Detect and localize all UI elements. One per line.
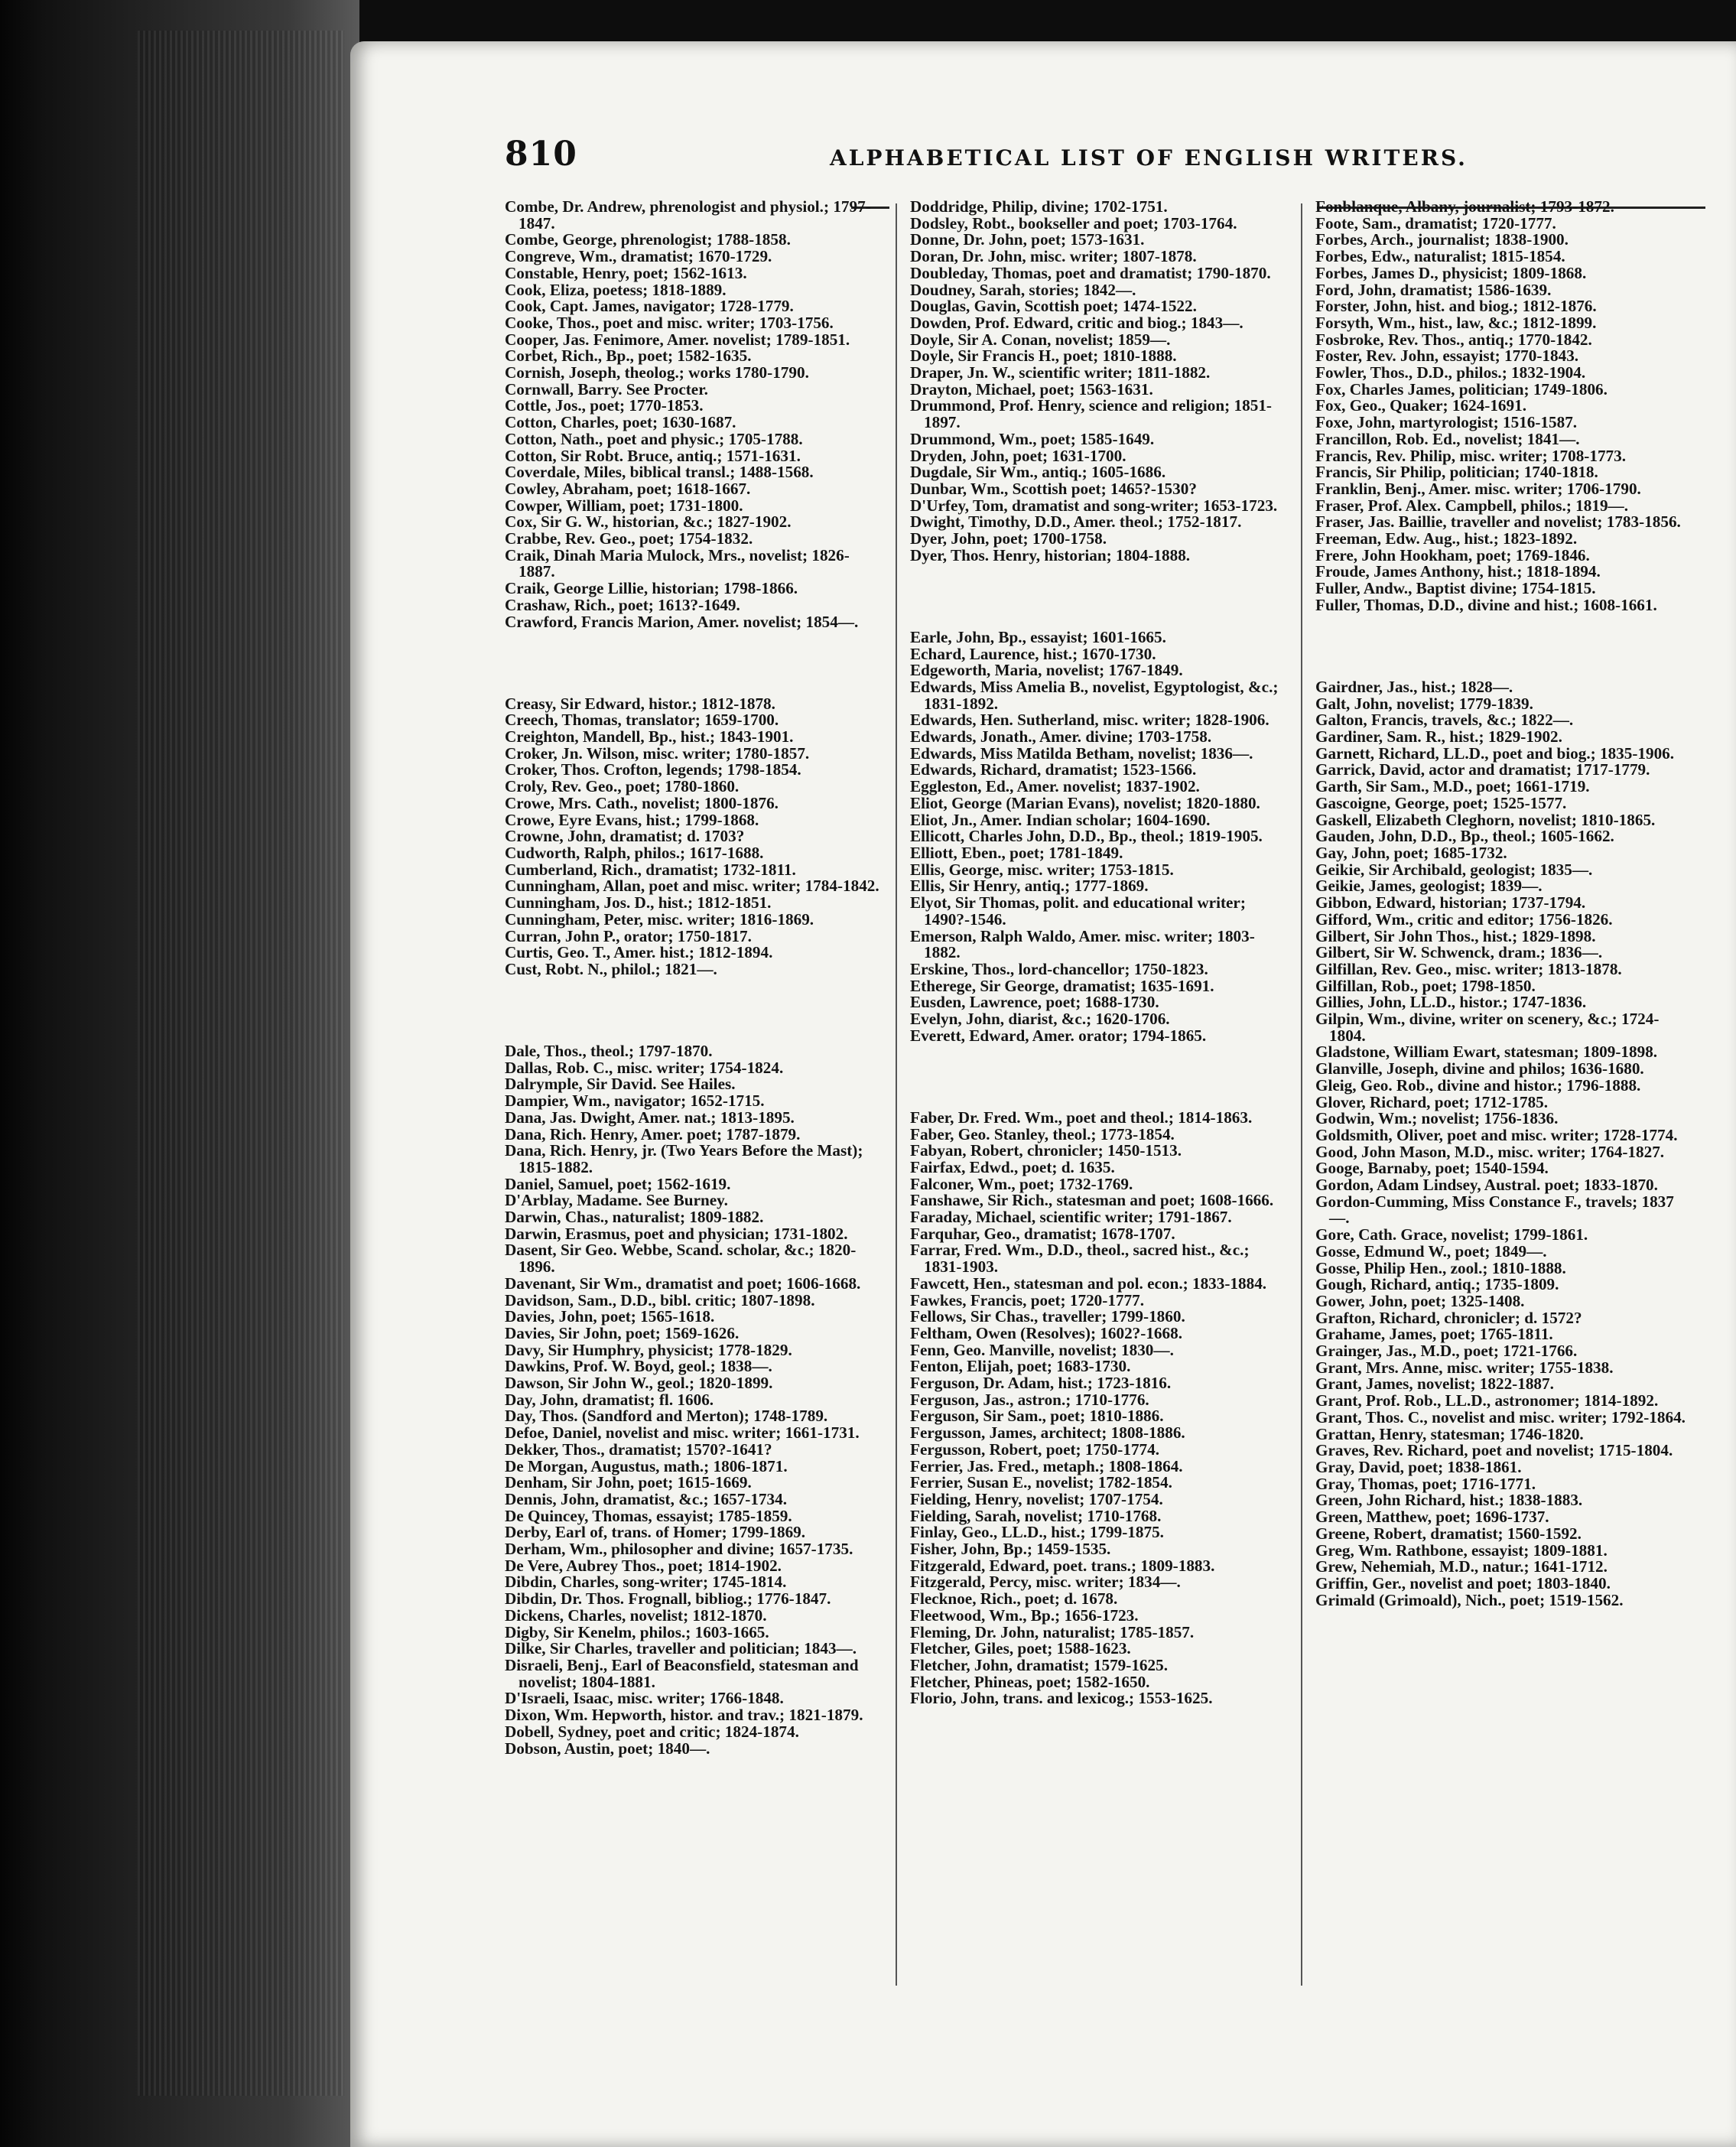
writer-entry: Green, John Richard, hist.; 1838-1883. xyxy=(1315,1491,1583,1510)
writer-entry: Fitzgerald, Percy, misc. writer; 1834—. xyxy=(910,1573,1181,1592)
writer-entry: Googe, Barnaby, poet; 1540-1594. xyxy=(1315,1159,1549,1178)
writer-entry: Drayton, Michael, poet; 1563-1631. xyxy=(910,379,1153,398)
writer-entry: Croly, Rev. Geo., poet; 1780-1860. xyxy=(505,777,740,796)
writer-entry: Geikie, James, geologist; 1839—. xyxy=(1315,877,1543,896)
writer-entry: Craik, Dinah Maria Mulock, Mrs., novelist; 1826-1887. xyxy=(505,545,850,581)
section-gap xyxy=(910,1061,1289,1094)
writer-entry: Forster, John, hist. and biog.; 1812-1876. xyxy=(1315,297,1597,316)
writer-entry: Davy, Sir Humphry, physicist; 1778-1829. xyxy=(505,1340,792,1359)
writer-entry: Fosbroke, Rev. Thos., antiq.; 1770-1842. xyxy=(1315,330,1592,349)
writer-entry: Cornwall, Barry. See Procter. xyxy=(505,379,708,398)
writer-entry: Edgeworth, Maria, novelist; 1767-1849. xyxy=(910,661,1183,680)
writer-entry: Dibdin, Charles, song-writer; 1745-1814. xyxy=(505,1573,787,1592)
writer-entry: D'Urfey, Tom, dramatist and song-writer; 1653-1723. xyxy=(910,496,1278,515)
writer-entry: Doyle, Sir A. Conan, novelist; 1859—. xyxy=(910,330,1171,349)
writer-entry: Evelyn, John, diarist, &c.; 1620-1706. xyxy=(910,1010,1170,1029)
writer-entry: Doudney, Sarah, stories; 1842—. xyxy=(910,280,1136,299)
writer-entry: Forbes, Edw., naturalist; 1815-1854. xyxy=(1315,247,1565,266)
writer-entry: Forsyth, Wm., hist., law, &c.; 1812-1899. xyxy=(1315,313,1597,332)
writer-entry: Drummond, Wm., poet; 1585-1649. xyxy=(910,429,1155,448)
running-title: ALPHABETICAL LIST OF ENGLISH WRITERS. xyxy=(830,145,1468,171)
writer-entry: Ellicott, Charles John, D.D., Bp., theol.; 1819-1905. xyxy=(910,827,1263,846)
writer-entry: Glanville, Joseph, divine and philos; 1636-1680. xyxy=(1315,1059,1644,1078)
column-divider-2 xyxy=(1301,203,1302,1986)
writer-entry: Grant, Thos. C., novelist and misc. writer; 1792-1864. xyxy=(1315,1407,1686,1426)
writer-entry: Frere, John Hookham, poet; 1769-1846. xyxy=(1315,545,1590,564)
writer-entry: Croker, Thos. Crofton, legends; 1798-1854. xyxy=(505,760,801,779)
writer-entry: Fletcher, Giles, poet; 1588-1623. xyxy=(910,1639,1131,1658)
writer-entry: D'Arblay, Madame. See Burney. xyxy=(505,1191,728,1210)
writer-entry: Gore, Cath. Grace, novelist; 1799-1861. xyxy=(1315,1225,1588,1244)
writer-entry: Dilke, Sir Charles, traveller and politician; 1843—. xyxy=(505,1639,857,1658)
writer-entry: Gilbert, Sir John Thos., hist.; 1829-1898. xyxy=(1315,926,1596,945)
writer-entry: Gough, Richard, antiq.; 1735-1809. xyxy=(1315,1275,1559,1294)
writer-entry: Ferguson, Sir Sam., poet; 1810-1886. xyxy=(910,1407,1164,1426)
writer-entry: Dwight, Timothy, D.D., Amer. theol.; 1752-1817. xyxy=(910,512,1242,532)
writer-entry: Creighton, Mandell, Bp., hist.; 1843-1901. xyxy=(505,727,794,747)
writer-entry: Dana, Rich. Henry, jr. (Two Years Before the Mast); 1815-1882. xyxy=(505,1141,863,1176)
writer-entry: Dennis, John, dramatist, &c.; 1657-1734. xyxy=(505,1489,788,1508)
writer-entry: Defoe, Daniel, novelist and misc. writer; 1661-1731. xyxy=(505,1423,860,1443)
writer-entry: Grainger, Jas., M.D., poet; 1721-1766. xyxy=(1315,1342,1578,1361)
writer-entry: Disraeli, Benj., Earl of Beaconsfield, statesman and novelist; 1804-1881. xyxy=(505,1656,859,1691)
writer-entry: Gardiner, Sam. R., hist.; 1829-1902. xyxy=(1315,727,1562,747)
writer-entry: Gosse, Edmund W., poet; 1849—. xyxy=(1315,1241,1547,1261)
column-2 xyxy=(910,199,1289,1707)
writer-entry: Greg, Wm. Rathbone, essayist; 1809-1881. xyxy=(1315,1540,1608,1560)
writer-entry: Gilpin, Wm., divine, writer on scenery, &c.; 1724-1804. xyxy=(1315,1010,1660,1045)
section-gap xyxy=(505,646,883,679)
writer-entry: Galton, Francis, travels, &c.; 1822—. xyxy=(1315,711,1574,730)
writer-entry: Gower, John, poet; 1325-1408. xyxy=(1315,1291,1525,1310)
writer-entry: Craik, George Lillie, historian; 1798-1866. xyxy=(505,579,798,598)
writer-entry: Curtis, Geo. T., Amer. hist.; 1812-1894. xyxy=(505,943,773,962)
writer-entry: Godwin, Wm.; novelist; 1756-1836. xyxy=(1315,1109,1559,1128)
writer-entry: Gauden, John, D.D., Bp., theol.; 1605-1662. xyxy=(1315,827,1614,846)
writer-entry: Drummond, Prof. Henry, science and religion; 1851-1897. xyxy=(910,396,1272,432)
writer-entry: Froude, James Anthony, hist.; 1818-1894. xyxy=(1315,562,1601,581)
writer-entry: Forbes, Arch., journalist; 1838-1900. xyxy=(1315,230,1569,249)
writer-entry: Cotton, Charles, poet; 1630-1687. xyxy=(505,413,736,432)
writer-entry: Crawford, Francis Marion, Amer. novelist; 1854—. xyxy=(505,612,859,631)
writer-entry: Gordon-Cumming, Miss Constance F., travels; 1837—. xyxy=(1315,1192,1674,1228)
writer-entry: Faraday, Michael, scientific writer; 1791-1867. xyxy=(910,1208,1232,1227)
writer-entry: Davidson, Sam., D.D., bibl. critic; 1807-1898. xyxy=(505,1290,815,1309)
writer-entry: Edwards, Hen. Sutherland, misc. writer; 1828-1906. xyxy=(910,711,1269,730)
writer-entry: Fraser, Jas. Baillie, traveller and novelist; 1783-1856. xyxy=(1315,512,1681,532)
writer-entry: Croker, Jn. Wilson, misc. writer; 1780-1857. xyxy=(505,743,810,763)
writer-entry: Gilbert, Sir W. Schwenck, dram.; 1836—. xyxy=(1315,943,1603,962)
text-columns xyxy=(505,199,1705,2065)
writer-entry: Davies, Sir John, poet; 1569-1626. xyxy=(505,1323,740,1342)
writer-entry: Francis, Sir Philip, politician; 1740-1818. xyxy=(1315,463,1598,482)
writer-entry: Graves, Rev. Richard, poet and novelist; 1715-1804. xyxy=(1315,1441,1673,1460)
writer-entry: Edwards, Miss Amelia B., novelist, Egyptologist, &c.; 1831-1892. xyxy=(910,677,1279,713)
writer-entry: Dalrymple, Sir David. See Hailes. xyxy=(505,1075,736,1094)
section-gap xyxy=(1315,630,1694,663)
writer-entry: Cooke, Thos., poet and misc. writer; 1703-1756. xyxy=(505,313,834,332)
writer-entry: Greene, Robert, dramatist; 1560-1592. xyxy=(1315,1524,1582,1543)
writer-entry: Davies, John, poet; 1565-1618. xyxy=(505,1307,715,1326)
writer-entry: Finlay, Geo., LL.D., hist.; 1799-1875. xyxy=(910,1523,1164,1542)
writer-entry: Elyot, Sir Thomas, polit. and educational writer; 1490?-1546. xyxy=(910,893,1246,929)
writer-entry: Ellis, Sir Henry, antiq.; 1777-1869. xyxy=(910,877,1149,896)
writer-entry: Dobell, Sydney, poet and critic; 1824-1874. xyxy=(505,1722,799,1741)
writer-entry: Galt, John, novelist; 1779-1839. xyxy=(1315,694,1533,713)
writer-entry: Crowne, John, dramatist; d. 1703? xyxy=(505,827,745,846)
writer-entry: Grant, Mrs. Anne, misc. writer; 1755-1838. xyxy=(1315,1358,1614,1377)
writer-entry: Fleming, Dr. John, naturalist; 1785-1857. xyxy=(910,1622,1195,1641)
writer-entry: Fleetwood, Wm., Bp.; 1656-1723. xyxy=(910,1605,1139,1625)
writer-entry: Fletcher, Phineas, poet; 1582-1650. xyxy=(910,1672,1150,1691)
writer-entry: Cook, Eliza, poetess; 1818-1889. xyxy=(505,280,727,299)
writer-entry: Dekker, Thos., dramatist; 1570?-1641? xyxy=(505,1439,772,1459)
writer-entry: Ford, John, dramatist; 1586-1639. xyxy=(1315,280,1552,299)
writer-entry: Fox, Geo., Quaker; 1624-1691. xyxy=(1315,396,1526,415)
writer-entry: Glover, Richard, poet; 1712-1785. xyxy=(1315,1092,1549,1111)
column-3 xyxy=(1315,199,1694,1609)
writer-entry: Gosse, Philip Hen., zool.; 1810-1888. xyxy=(1315,1258,1566,1277)
writer-entry: Gleig, Geo. Rob., divine and histor.; 1796-1888. xyxy=(1315,1075,1641,1095)
writer-entry: Doyle, Sir Francis H., poet; 1810-1888. xyxy=(910,346,1177,366)
writer-entry: Gladstone, William Ewart, statesman; 1809-1898. xyxy=(1315,1043,1658,1062)
writer-entry: Eliot, George (Marian Evans), novelist; 1820-1880. xyxy=(910,793,1260,812)
writer-entry: Faber, Dr. Fred. Wm., poet and theol.; 1814-1863. xyxy=(910,1108,1253,1127)
writer-entry: Crowe, Eyre Evans, hist.; 1799-1868. xyxy=(505,810,759,829)
writer-entry: Foxe, John, martyrologist; 1516-1587. xyxy=(1315,413,1578,432)
writer-entry: Emerson, Ralph Waldo, Amer. misc. writer; 1803-1882. xyxy=(910,926,1255,962)
section-gap xyxy=(910,581,1289,613)
writer-entry: Fitzgerald, Edward, poet. trans.; 1809-1883. xyxy=(910,1556,1215,1575)
writer-entry: Fanshawe, Sir Rich., statesman and poet; 1608-1666. xyxy=(910,1191,1274,1210)
writer-entry: Eliot, Jn., Amer. Indian scholar; 1604-1690. xyxy=(910,810,1211,829)
writer-entry: Dugdale, Sir Wm., antiq.; 1605-1686. xyxy=(910,463,1166,482)
writer-entry: Feltham, Owen (Resolves); 1602?-1668. xyxy=(910,1323,1183,1342)
writer-entry: Cunningham, Peter, misc. writer; 1816-1869. xyxy=(505,909,814,929)
writer-entry: Cumberland, Rich., dramatist; 1732-1811. xyxy=(505,860,796,879)
writer-entry: Doran, Dr. John, misc. writer; 1807-1878. xyxy=(910,247,1197,266)
writer-entry: Fielding, Henry, novelist; 1707-1754. xyxy=(910,1489,1163,1508)
writer-entry: Fairfax, Edwd., poet; d. 1635. xyxy=(910,1157,1115,1176)
writer-entry: Everett, Edward, Amer. orator; 1794-1865. xyxy=(910,1026,1207,1045)
writer-entry: Curran, John P., orator; 1750-1817. xyxy=(505,926,752,945)
writer-entry: Fenn, Geo. Manville, novelist; 1830—. xyxy=(910,1340,1174,1359)
writer-entry: Echard, Laurence, hist.; 1670-1730. xyxy=(910,644,1156,663)
writer-entry: Francillon, Rob. Ed., novelist; 1841—. xyxy=(1315,429,1580,448)
writer-entry: Draper, Jn. W., scientific writer; 1811-1882. xyxy=(910,363,1211,382)
writer-entry: Fellows, Sir Chas., traveller; 1799-1860. xyxy=(910,1307,1185,1326)
writer-entry: Cox, Sir G. W., historian, &c.; 1827-1902. xyxy=(505,512,792,532)
writer-entry: Davenant, Sir Wm., dramatist and poet; 1606-1668. xyxy=(505,1274,861,1293)
writer-entry: Douglas, Gavin, Scottish poet; 1474-1522. xyxy=(910,297,1197,316)
writer-entry: Fonblanque, Albany, journalist; 1793-1872. xyxy=(1315,197,1614,216)
column-divider-1 xyxy=(896,203,897,1986)
writer-entry: Gilfillan, Rev. Geo., misc. writer; 1813-1878. xyxy=(1315,959,1622,978)
writer-entry: Ferrier, Jas. Fred., metaph.; 1808-1864. xyxy=(910,1456,1183,1475)
writer-entry: De Morgan, Augustus, math.; 1806-1871. xyxy=(505,1456,788,1475)
writer-entry: Cudworth, Ralph, philos.; 1617-1688. xyxy=(505,843,764,862)
writer-entry: Gordon, Adam Lindsey, Austral. poet; 1833-1870. xyxy=(1315,1176,1658,1195)
writer-entry: Derham, Wm., philosopher and divine; 1657-1735. xyxy=(505,1540,853,1559)
writer-entry: Doubleday, Thomas, poet and dramatist; 1790-1870. xyxy=(910,263,1271,282)
writer-entry: Cust, Robt. N., philol.; 1821—. xyxy=(505,959,717,978)
writer-entry: Corbet, Rich., Bp., poet; 1582-1635. xyxy=(505,346,752,366)
writer-entry: Fawkes, Francis, poet; 1720-1777. xyxy=(910,1290,1145,1309)
page-number: 810 xyxy=(505,135,577,174)
writer-entry: Dibdin, Dr. Thos. Frognall, bibliog.; 1776-1847. xyxy=(505,1589,831,1609)
writer-entry: Garth, Sir Sam., M.D., poet; 1661-1719. xyxy=(1315,777,1590,796)
writer-entry: Fuller, Andw., Baptist divine; 1754-1815. xyxy=(1315,579,1596,598)
writer-entry: Eusden, Lawrence, poet; 1688-1730. xyxy=(910,993,1159,1012)
writer-entry: Florio, John, trans. and lexicog.; 1553-1625. xyxy=(910,1689,1213,1708)
writer-entry: Farrar, Fred. Wm., D.D., theol., sacred hist., &c.; 1831-1903. xyxy=(910,1241,1250,1277)
writer-entry: Geikie, Sir Archibald, geologist; 1835—. xyxy=(1315,860,1593,879)
page-header xyxy=(505,135,1698,188)
writer-entry: Edwards, Miss Matilda Betham, novelist; 1836—. xyxy=(910,743,1253,763)
writer-entry: Cowper, William, poet; 1731-1800. xyxy=(505,496,743,515)
writer-entry: Grew, Nehemiah, M.D., natur.; 1641-1712. xyxy=(1315,1557,1608,1576)
writer-entry: Crowe, Mrs. Cath., novelist; 1800-1876. xyxy=(505,793,779,812)
writer-entry: Cotton, Sir Robt. Bruce, antiq.; 1571-1631. xyxy=(505,446,801,465)
writer-entry: Gifford, Wm., critic and editor; 1756-1826. xyxy=(1315,909,1613,929)
writer-entry: Dana, Rich. Henry, Amer. poet; 1787-1879. xyxy=(505,1124,801,1143)
writer-entry: Creasy, Sir Edward, histor.; 1812-1878. xyxy=(505,694,775,713)
writer-entry: Foote, Sam., dramatist; 1720-1777. xyxy=(1315,213,1556,233)
writer-entry: Earle, John, Bp., essayist; 1601-1665. xyxy=(910,627,1166,646)
writer-entry: Gilfillan, Rob., poet; 1798-1850. xyxy=(1315,976,1536,995)
writer-entry: Dallas, Rob. C., misc. writer; 1754-1824. xyxy=(505,1058,784,1077)
column-1 xyxy=(505,199,883,1757)
writer-entry: Fawcett, Hen., statesman and pol. econ.; 1833-1884. xyxy=(910,1274,1267,1293)
writer-entry: Ellis, George, misc. writer; 1753-1815. xyxy=(910,860,1174,879)
writer-entry: Edwards, Jonath., Amer. divine; 1703-1758. xyxy=(910,727,1212,747)
writer-entry: Day, John, dramatist; fl. 1606. xyxy=(505,1390,714,1409)
writer-entry: Eggleston, Ed., Amer. novelist; 1837-1902. xyxy=(910,777,1200,796)
writer-entry: Gairdner, Jas., hist.; 1828—. xyxy=(1315,677,1513,696)
writer-entry: Francis, Rev. Philip, misc. writer; 1708-1773. xyxy=(1315,446,1627,465)
writer-entry: Dale, Thos., theol.; 1797-1870. xyxy=(505,1041,713,1060)
writer-entry: Crabbe, Rev. Geo., poet; 1754-1832. xyxy=(505,529,753,548)
writer-entry: De Quincey, Thomas, essayist; 1785-1859. xyxy=(505,1506,792,1525)
writer-entry: Dixon, Wm. Hepworth, histor. and trav.; 1821-1879. xyxy=(505,1706,863,1725)
writer-entry: Crashaw, Rich., poet; 1613?-1649. xyxy=(505,595,740,614)
writer-entry: Foster, Rev. John, essayist; 1770-1843. xyxy=(1315,346,1579,366)
writer-entry: Dyer, John, poet; 1700-1758. xyxy=(910,529,1107,548)
writer-entry: Cottle, Jos., poet; 1770-1853. xyxy=(505,396,704,415)
writer-entry: Griffin, Ger., novelist and poet; 1803-1840. xyxy=(1315,1573,1611,1592)
writer-entry: Farquhar, Geo., dramatist; 1678-1707. xyxy=(910,1224,1175,1243)
writer-entry: De Vere, Aubrey Thos., poet; 1814-1902. xyxy=(505,1556,782,1575)
writer-entry: Dickens, Charles, novelist; 1812-1870. xyxy=(505,1605,767,1625)
writer-entry: Gray, David, poet; 1838-1861. xyxy=(1315,1458,1522,1476)
writer-entry: Derby, Earl of, trans. of Homer; 1799-1869. xyxy=(505,1523,806,1542)
writer-entry: Gillies, John, LL.D., histor.; 1747-1836. xyxy=(1315,993,1587,1012)
writer-entry: Dawkins, Prof. W. Boyd, geol.; 1838—. xyxy=(505,1357,772,1376)
writer-entry: Grant, Prof. Rob., LL.D., astronomer; 1814-1892. xyxy=(1315,1391,1659,1410)
writer-entry: Dunbar, Wm., Scottish poet; 1465?-1530? xyxy=(910,479,1197,498)
writer-entry: Dasent, Sir Geo. Webbe, Scand. scholar, &c.; 1820-1896. xyxy=(505,1241,857,1277)
writer-entry: Cook, Capt. James, navigator; 1728-1779. xyxy=(505,297,794,316)
writer-entry: Gascoigne, George, poet; 1525-1577. xyxy=(1315,793,1567,812)
writer-entry: Constable, Henry, poet; 1562-1613. xyxy=(505,263,747,282)
writer-entry: Flecknoe, Rich., poet; d. 1678. xyxy=(910,1589,1118,1609)
writer-entry: Cunningham, Allan, poet and misc. writer; 1784-1842. xyxy=(505,877,879,896)
writer-entry: Cotton, Nath., poet and physic.; 1705-1788. xyxy=(505,429,803,448)
writer-entry: Elliott, Eben., poet; 1781-1849. xyxy=(910,843,1123,862)
writer-entry: Day, Thos. (Sandford and Merton); 1748-1789. xyxy=(505,1407,828,1426)
writer-entry: Daniel, Samuel, poet; 1562-1619. xyxy=(505,1174,731,1193)
writer-entry: Doddridge, Philip, divine; 1702-1751. xyxy=(910,197,1168,216)
writer-entry: Garnett, Richard, LL.D., poet and biog.; 1835-1906. xyxy=(1315,743,1675,763)
writer-entry: Congreve, Wm., dramatist; 1670-1729. xyxy=(505,247,772,266)
writer-entry: Garrick, David, actor and dramatist; 1717-1779. xyxy=(1315,760,1650,779)
writer-entry: Digby, Sir Kenelm, philos.; 1603-1665. xyxy=(505,1622,769,1641)
writer-entry: Dawson, Sir John W., geol.; 1820-1899. xyxy=(505,1374,773,1393)
writer-entry: Forbes, James D., physicist; 1809-1868. xyxy=(1315,263,1587,282)
writer-entry: Fowler, Thos., D.D., philos.; 1832-1904. xyxy=(1315,363,1586,382)
writer-entry: Donne, Dr. John, poet; 1573-1631. xyxy=(910,230,1145,249)
writer-entry: Freeman, Edw. Aug., hist.; 1823-1892. xyxy=(1315,529,1578,548)
writer-entry: Cornish, Joseph, theolog.; works 1780-1790. xyxy=(505,363,809,382)
writer-entry: Grant, James, novelist; 1822-1887. xyxy=(1315,1374,1554,1394)
writer-entry: Cowley, Abraham, poet; 1618-1667. xyxy=(505,479,751,498)
writer-entry: Dowden, Prof. Edward, critic and biog.; 1843—. xyxy=(910,313,1243,332)
writer-entry: Falconer, Wm., poet; 1732-1769. xyxy=(910,1174,1133,1193)
writer-entry: Dana, Jas. Dwight, Amer. nat.; 1813-1895. xyxy=(505,1108,795,1127)
writer-entry: Gray, Thomas, poet; 1716-1771. xyxy=(1315,1474,1536,1493)
book-page-edges xyxy=(0,0,359,2147)
writer-entry: Combe, George, phrenologist; 1788-1858. xyxy=(505,230,791,249)
writer-entry: Grafton, Richard, chronicler; d. 1572? xyxy=(1315,1308,1582,1327)
writer-entry: Franklin, Benj., Amer. misc. writer; 1706-1790. xyxy=(1315,479,1641,498)
writer-entry: Grattan, Henry, statesman; 1746-1820. xyxy=(1315,1424,1584,1443)
writer-entry: Dyer, Thos. Henry, historian; 1804-1888. xyxy=(910,545,1191,564)
writer-entry: Fergusson, Robert, poet; 1750-1774. xyxy=(910,1439,1160,1459)
writer-entry: Fabyan, Robert, chronicler; 1450-1513. xyxy=(910,1141,1182,1160)
writer-entry: Ferguson, Dr. Adam, hist.; 1723-1816. xyxy=(910,1374,1172,1393)
section-gap xyxy=(505,994,883,1027)
writer-entry: Darwin, Erasmus, poet and physician; 1731-1802. xyxy=(505,1224,848,1243)
writer-entry: Dampier, Wm., navigator; 1652-1715. xyxy=(505,1091,765,1111)
writer-entry: Cooper, Jas. Fenimore, Amer. novelist; 1789-1851. xyxy=(505,330,850,349)
writer-entry: Fraser, Prof. Alex. Campbell, philos.; 1819—. xyxy=(1315,496,1629,515)
writer-entry: Dobson, Austin, poet; 1840—. xyxy=(505,1739,710,1758)
writer-entry: Goldsmith, Oliver, poet and misc. writer; 1728-1774. xyxy=(1315,1125,1678,1144)
writer-entry: Fox, Charles James, politician; 1749-1806. xyxy=(1315,379,1608,398)
writer-entry: Etherege, Sir George, dramatist; 1635-1691. xyxy=(910,976,1214,995)
writer-entry: Green, Matthew, poet; 1696-1737. xyxy=(1315,1508,1549,1527)
writer-entry: Creech, Thomas, translator; 1659-1700. xyxy=(505,711,779,730)
writer-entry: Fielding, Sarah, novelist; 1710-1768. xyxy=(910,1506,1162,1525)
writer-entry: Gay, John, poet; 1685-1732. xyxy=(1315,843,1507,862)
writer-entry: Denham, Sir John, poet; 1615-1669. xyxy=(505,1473,752,1492)
writer-entry: Fisher, John, Bp.; 1459-1535. xyxy=(910,1540,1111,1559)
writer-entry: D'Israeli, Isaac, misc. writer; 1766-1848. xyxy=(505,1689,784,1708)
writer-entry: Fenton, Elijah, poet; 1683-1730. xyxy=(910,1357,1131,1376)
writer-entry: Combe, Dr. Andrew, phrenologist and physiol.; 1797-1847. xyxy=(505,197,871,233)
writer-entry: Dryden, John, poet; 1631-1700. xyxy=(910,446,1126,465)
writer-entry: Erskine, Thos., lord-chancellor; 1750-1823. xyxy=(910,959,1208,978)
writer-entry: Coverdale, Miles, biblical transl.; 1488-1568. xyxy=(505,463,814,482)
writer-entry: Grimald (Grimoald), Nich., poet; 1519-1562. xyxy=(1315,1590,1624,1609)
writer-entry: Fergusson, James, architect; 1808-1886. xyxy=(910,1423,1185,1443)
writer-entry: Faber, Geo. Stanley, theol.; 1773-1854. xyxy=(910,1124,1175,1143)
writer-entry: Fuller, Thomas, D.D., divine and hist.; 1608-1661. xyxy=(1315,595,1657,614)
writer-entry: Ferrier, Susan E., novelist; 1782-1854. xyxy=(910,1473,1172,1492)
writer-entry: Gaskell, Elizabeth Cleghorn, novelist; 1810-1865. xyxy=(1315,810,1656,829)
writer-entry: Fletcher, John, dramatist; 1579-1625. xyxy=(910,1656,1169,1674)
writer-entry: Edwards, Richard, dramatist; 1523-1566. xyxy=(910,760,1197,779)
writer-entry: Dodsley, Robt., bookseller and poet; 1703-1764. xyxy=(910,213,1237,233)
writer-entry: Grahame, James, poet; 1765-1811. xyxy=(1315,1325,1553,1344)
writer-entry: Gibbon, Edward, historian; 1737-1794. xyxy=(1315,893,1586,912)
writer-entry: Ferguson, Jas., astron.; 1710-1776. xyxy=(910,1390,1149,1409)
writer-entry: Cunningham, Jos. D., hist.; 1812-1851. xyxy=(505,893,772,912)
writer-entry: Darwin, Chas., naturalist; 1809-1882. xyxy=(505,1208,764,1227)
writer-entry: Good, John Mason, M.D., misc. writer; 1764-1827. xyxy=(1315,1142,1665,1161)
